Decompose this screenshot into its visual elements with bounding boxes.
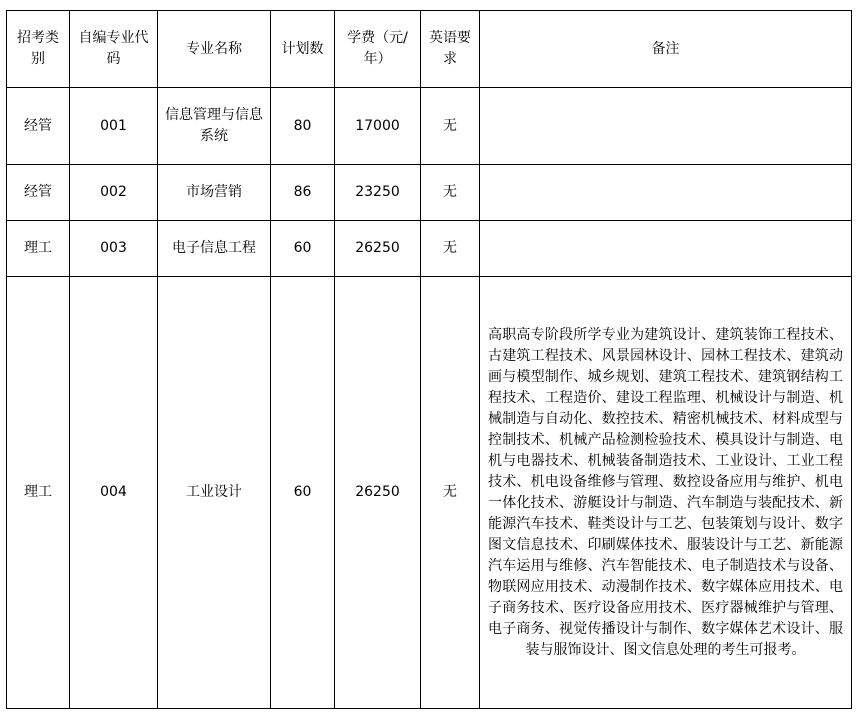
table-row [7, 221, 852, 277]
header-major-name: 专业名称 [158, 11, 271, 88]
table-row [7, 88, 852, 165]
cell-plan-count: 86 [271, 165, 335, 221]
cell-category: 理工 [7, 277, 70, 709]
cell-tuition: 26250 [335, 277, 421, 709]
cell-english: 无 [421, 277, 480, 709]
cell-notes [480, 221, 852, 277]
cell-code: 004 [70, 277, 158, 709]
cell-major-name: 工业设计 [158, 277, 271, 709]
cell-category: 理工 [7, 221, 70, 277]
header-code: 自编专业代码 [70, 11, 158, 88]
cell-major-name: 市场营销 [158, 165, 271, 221]
cell-notes: 高职高专阶段所学专业为建筑设计、建筑装饰工程技术、古建筑工程技术、风景园林设计、园林工程技术、建筑动画与模型制作、城乡规划、建筑工程技术、建筑钢结构工程技术、工程造价、建设工程监理、机械设计与制造、机械制造与自动化、数控技术、精密机械技术、材料成型与控制技术、机械产品检测检验技术、模具设计与制造、电机与电器技术、机械装备制造技术、工业设计、工业工程技术、机电设备维修与管理、数控设备应用与维护、机电一体化技术、游艇设计与制造、汽车制造与装配技术、新能源汽车技术、鞋类设计与工艺、包装策划与设计、数字图文信息技术、印刷媒体技术、服装设计与工艺、新能源汽车运用与维修、汽车智能技术、电子制造技术与设备、物联网应用技术、动漫制作技术、数字媒体应用技术、电子商务技术、医疗设备应用技术、医疗器械维护与管理、电子商务、视觉传播设计与制作、数字媒体艺术设计、服装与服饰设计、图文信息处理的考生可报考。 [480, 277, 852, 709]
cell-english: 无 [421, 88, 480, 165]
cell-category: 经管 [7, 88, 70, 165]
cell-english: 无 [421, 165, 480, 221]
enrollment-table [6, 10, 852, 709]
cell-plan-count: 60 [271, 221, 335, 277]
header-english: 英语要求 [421, 11, 480, 88]
header-tuition: 学费（元/年） [335, 11, 421, 88]
cell-tuition: 23250 [335, 165, 421, 221]
table-row [7, 165, 852, 221]
cell-category: 经管 [7, 165, 70, 221]
header-plan-count: 计划数 [271, 11, 335, 88]
cell-code: 001 [70, 88, 158, 165]
cell-notes [480, 88, 852, 165]
cell-english: 无 [421, 221, 480, 277]
cell-major-name: 电子信息工程 [158, 221, 271, 277]
cell-major-name: 信息管理与信息系统 [158, 88, 271, 165]
cell-plan-count: 60 [271, 277, 335, 709]
cell-notes [480, 165, 852, 221]
cell-tuition: 17000 [335, 88, 421, 165]
header-notes: 备注 [480, 11, 852, 88]
header-row [7, 11, 852, 88]
cell-tuition: 26250 [335, 221, 421, 277]
cell-code: 003 [70, 221, 158, 277]
cell-plan-count: 80 [271, 88, 335, 165]
table-row [7, 277, 852, 709]
cell-code: 002 [70, 165, 158, 221]
header-category: 招考类别 [7, 11, 70, 88]
